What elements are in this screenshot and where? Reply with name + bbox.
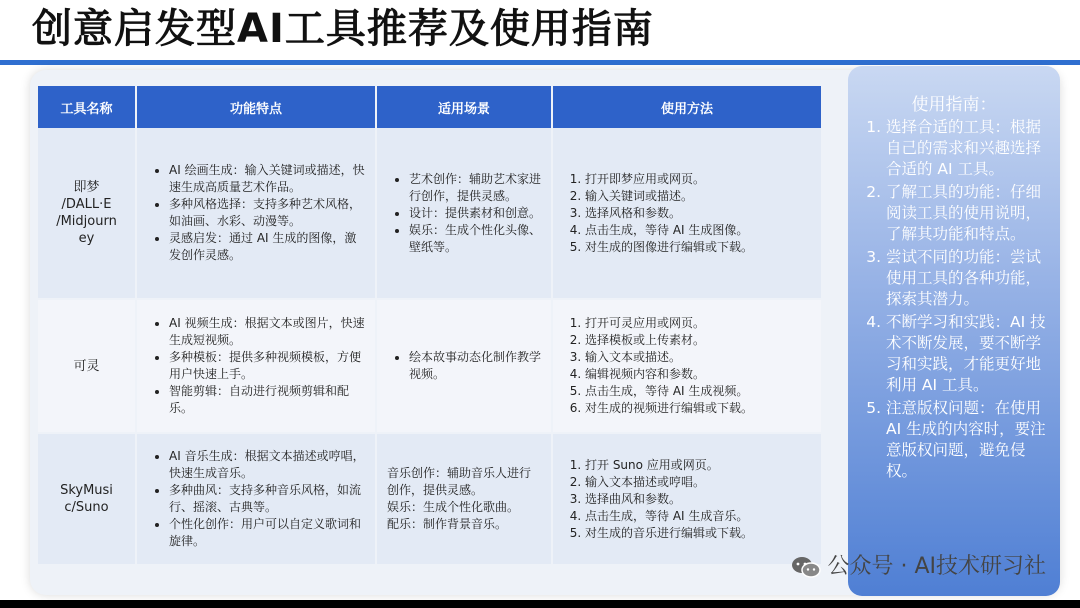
features-cell xyxy=(136,299,376,433)
watermark-text: 公众号 · AI技术研习社 xyxy=(827,554,1046,579)
features-cell xyxy=(136,433,376,565)
feature-item: • 多种模板：提供多种视频模板，方便用户快速上手。 xyxy=(169,349,365,383)
step-item: 4. 编辑视频内容和参数。 xyxy=(585,366,811,383)
scenarios-cell xyxy=(376,433,552,565)
step-item: 4. 点击生成，等待 AI 生成音乐。 xyxy=(585,508,811,525)
step-item: 4. 点击生成，等待 AI 生成图像。 xyxy=(585,222,811,239)
scenario-item: • 娱乐：生成个性化头像、壁纸等。 xyxy=(409,222,541,256)
tool-name-cell xyxy=(38,433,136,565)
scenario-text: 配乐：制作背景音乐。 xyxy=(387,517,508,531)
title-underline xyxy=(0,60,1080,65)
usage-cell xyxy=(552,299,822,433)
feature-item: • AI 视频生成：根据文本或图片，快速生成短视频。 xyxy=(169,315,365,349)
scenario-item: • 绘本故事动态化制作教学视频。 xyxy=(409,349,541,383)
guide-item: 4. 不断学习和实践：AI 技术不断发展，要不断学习和实践，才能更好地利用 AI 工具。 xyxy=(886,312,1050,396)
step-item: 1. 打开 Suno 应用或网页。 xyxy=(585,457,811,474)
step-item: 6. 对生成的视频进行编辑或下载。 xyxy=(585,400,811,417)
features-cell xyxy=(136,128,376,299)
header-scenarios: 适用场景 xyxy=(376,86,552,128)
step-item: 5. 对生成的音乐进行编辑或下载。 xyxy=(585,525,811,542)
scenario-text: 娱乐：生成个性化歌曲。 xyxy=(387,500,520,514)
feature-item: • AI 音乐生成：根据文本描述或哼唱，快速生成音乐。 xyxy=(169,448,365,482)
scenarios-cell xyxy=(376,128,552,299)
step-item: 3. 输入文本或描述。 xyxy=(585,349,811,366)
feature-item: • 智能剪辑：自动进行视频剪辑和配乐。 xyxy=(169,383,365,417)
table-row xyxy=(38,128,822,299)
feature-item: • 多种风格选择：支持多种艺术风格，如油画、水彩、动漫等。 xyxy=(169,196,365,230)
table-header-row xyxy=(38,86,822,128)
header-tool-name: 工具名称 xyxy=(38,86,136,128)
step-item: 2. 选择模板或上传素材。 xyxy=(585,332,811,349)
step-item: 3. 选择风格和参数。 xyxy=(585,205,811,222)
guide-title: 使用指南： xyxy=(911,95,997,115)
header-usage: 使用方法 xyxy=(552,86,822,128)
bottom-bar xyxy=(0,600,1080,608)
scenario-text: 音乐创作：辅助音乐人进行创作，提供灵感。 xyxy=(387,466,532,497)
tool-name: 可灵 xyxy=(73,358,100,374)
step-item: 1. 打开即梦应用或网页。 xyxy=(585,171,811,188)
step-item: 1. 打开可灵应用或网页。 xyxy=(585,315,811,332)
step-item: 5. 点击生成，等待 AI 生成视频。 xyxy=(585,383,811,400)
usage-cell xyxy=(552,433,822,565)
page-title: 创意启发型AI工具推荐及使用指南 xyxy=(32,6,654,52)
header-features: 功能特点 xyxy=(136,86,376,128)
feature-item: • 多种曲风：支持多种音乐风格，如流行、摇滚、古典等。 xyxy=(169,482,365,516)
step-item: 2. 输入关键词或描述。 xyxy=(585,188,811,205)
usage-cell xyxy=(552,128,822,299)
watermark xyxy=(791,549,1046,580)
step-item: 2. 输入文本描述或哼唱。 xyxy=(585,474,811,491)
tool-name: 即梦 /DALL·E /Midjourn ey xyxy=(56,180,117,246)
usage-guide-panel xyxy=(848,66,1060,596)
table-row xyxy=(38,433,822,565)
wechat-icon xyxy=(791,556,821,578)
guide-item: 1. 选择合适的工具：根据自己的需求和兴趣选择合适的 AI 工具。 xyxy=(886,117,1050,180)
feature-item: • 灵感启发：通过 AI 生成的图像，激发创作灵感。 xyxy=(169,230,365,264)
tool-name-cell xyxy=(38,128,136,299)
feature-item: • 个性化创作：用户可以自定义歌词和旋律。 xyxy=(169,516,365,550)
table-row xyxy=(38,299,822,433)
guide-item: 3. 尝试不同的功能：尝试使用工具的各种功能，探索其潜力。 xyxy=(886,247,1050,310)
scenario-item: • 设计：提供素材和创意。 xyxy=(409,205,541,222)
step-item: 5. 对生成的图像进行编辑或下载。 xyxy=(585,239,811,256)
guide-item: 2. 了解工具的功能：仔细阅读工具的使用说明，了解其功能和特点。 xyxy=(886,182,1050,245)
tool-name: SkyMusi c/Suno xyxy=(60,483,113,515)
tools-table xyxy=(38,86,823,566)
tool-name-cell xyxy=(38,299,136,433)
scenario-item: • 艺术创作：辅助艺术家进行创作，提供灵感。 xyxy=(409,171,541,205)
step-item: 3. 选择曲风和参数。 xyxy=(585,491,811,508)
guide-item: 5. 注意版权问题：在使用 AI 生成的内容时，要注意版权问题，避免侵权。 xyxy=(886,398,1050,482)
feature-item: • AI 绘画生成：输入关键词或描述，快速生成高质量艺术作品。 xyxy=(169,162,365,196)
scenarios-cell xyxy=(376,299,552,433)
